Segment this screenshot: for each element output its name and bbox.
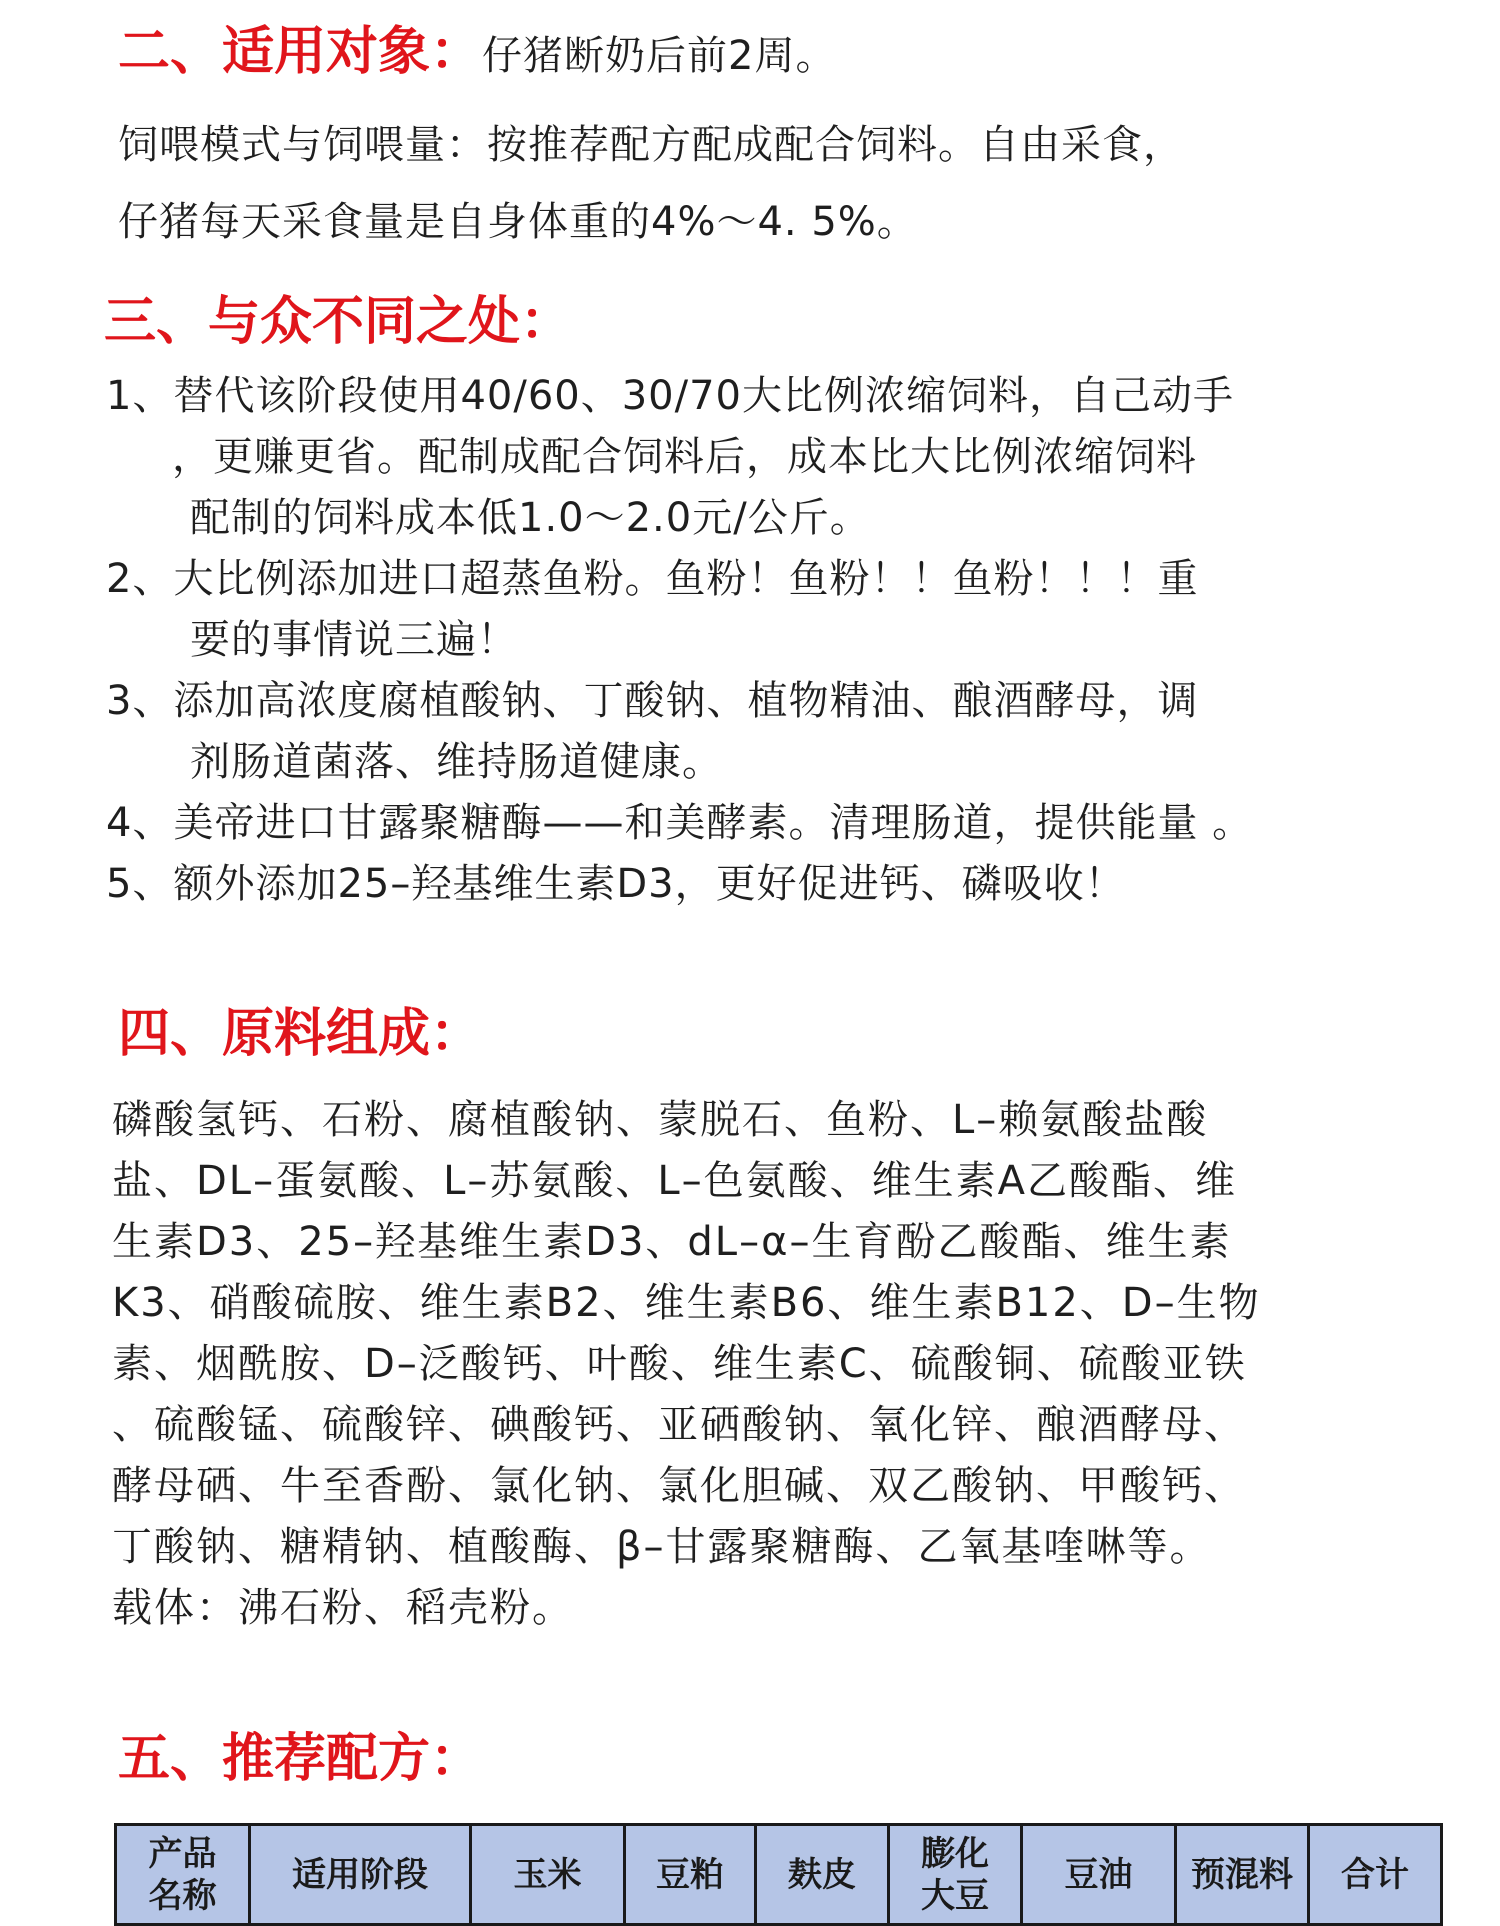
feeding-line-1: 饲喂模式与饲喂量：按推荐配方配成配合饲料。自由采食，: [118, 122, 1184, 168]
section-4-heading: 四、原料组成：: [118, 1004, 483, 1064]
list-item-continuation: ，更赚更省。配制成配合饲料后，成本比大比例浓缩饲料: [172, 434, 1197, 480]
ingredients-line: K3、硝酸硫胺、维生素B2、维生素B6、维生素B12、D–生物: [112, 1280, 1261, 1326]
ingredients-line: 素、烟酰胺、D–泛酸钙、叶酸、维生素C、硫酸铜、硫酸亚铁: [112, 1341, 1247, 1387]
header-product-name: 产品 名称: [116, 1825, 250, 1925]
list-item-continuation: 配制的饲料成本低1.0～2.0元/公斤。: [190, 495, 871, 541]
section-2-heading: [118, 22, 836, 86]
header-extruded-soybean: 膨化 大豆: [889, 1825, 1022, 1925]
section-5-heading: 五、推荐配方：: [118, 1729, 483, 1789]
list-item: 4、美帝进口甘露聚糖酶——和美酵素。清理肠道，提供能量 。: [106, 800, 1254, 846]
header-corn: 玉米: [471, 1825, 625, 1925]
ingredients-line: 生素D3、25–羟基维生素D3、dL–α–生育酚乙酸酯、维生素: [112, 1219, 1232, 1265]
list-item-continuation: 要的事情说三遍！: [190, 617, 518, 663]
header-stage: 适用阶段: [250, 1825, 471, 1925]
features-list: [106, 366, 1406, 915]
section-2-value: 仔猪断奶后前2周。: [482, 33, 837, 79]
ingredients-line: 载体：沸石粉、稻壳粉。: [112, 1585, 574, 1631]
list-item: 3、添加高浓度腐植酸钠、丁酸钠、植物精油、酿酒酵母，调: [106, 678, 1199, 724]
ingredients-line: 磷酸氢钙、石粉、腐植酸钠、蒙脱石、鱼粉、L–赖氨酸盐酸: [112, 1097, 1209, 1143]
table-header-row: [116, 1825, 1442, 1925]
section-3-heading: 三、与众不同之处：: [104, 292, 573, 352]
feeding-line-2: 仔猪每天采食量是自身体重的4%～4. 5%。: [118, 199, 918, 245]
ingredients-paragraph: [112, 1090, 1412, 1639]
header-soybean-oil: 豆油: [1022, 1825, 1176, 1925]
header-premix: 预混料: [1176, 1825, 1309, 1925]
section-2-title: 二、适用对象：: [118, 22, 483, 82]
header-soybean-meal: 豆粕: [625, 1825, 756, 1925]
ingredients-line: 丁酸钠、糖精钠、植酸酶、β–甘露聚糖酶、乙氧基喹啉等。: [112, 1524, 1212, 1570]
header-bran: 麸皮: [756, 1825, 889, 1925]
ingredients-line: 酵母硒、牛至香酚、氯化钠、氯化胆碱、双乙酸钠、甲酸钙、: [112, 1463, 1246, 1509]
ingredients-line: 盐、DL–蛋氨酸、L–苏氨酸、L–色氨酸、维生素A乙酸酯、维: [112, 1158, 1238, 1204]
list-item: 2、大比例添加进口超蒸鱼粉。鱼粉！鱼粉！！鱼粉！！！重: [106, 556, 1199, 602]
ingredients-line: 、硫酸锰、硫酸锌、碘酸钙、亚硒酸钠、氧化锌、酿酒酵母、: [112, 1402, 1246, 1448]
list-item-continuation: 剂肠道菌落、维持肠道健康。: [190, 739, 723, 785]
formula-table: [114, 1823, 1443, 1926]
list-item: 1、替代该阶段使用40/60、30/70大比例浓缩饲料，自己动手: [106, 373, 1234, 419]
list-item: 5、额外添加25–羟基维生素D3，更好促进钙、磷吸收！: [106, 861, 1126, 907]
header-total: 合计: [1309, 1825, 1442, 1925]
